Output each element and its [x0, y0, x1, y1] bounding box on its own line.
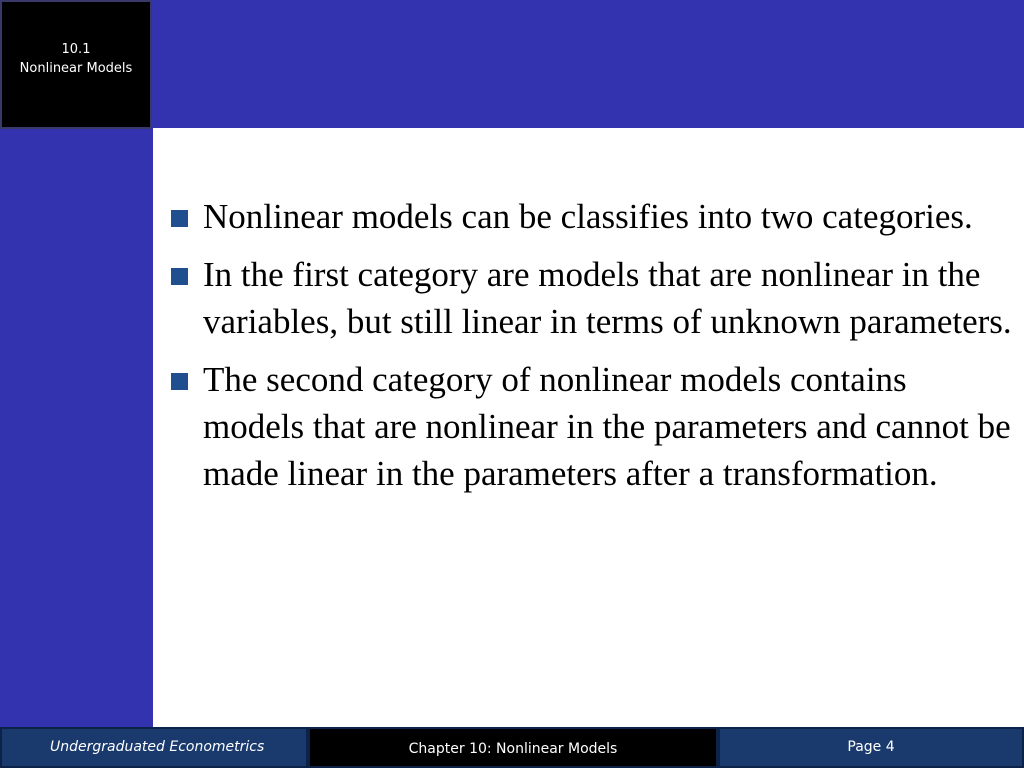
- bullet-item: [168, 356, 1013, 497]
- square-bullet-icon: [171, 268, 188, 285]
- section-title: Nonlinear Models: [19, 61, 133, 76]
- bullet-item: [168, 251, 1013, 345]
- footer-course: Undergraduated Econometrics: [0, 727, 308, 768]
- bullet-text: Nonlinear models can be classifies into two categories.: [203, 197, 973, 236]
- footer-chapter: Chapter 10: Nonlinear Models: [308, 727, 718, 768]
- section-label: [0, 0, 152, 129]
- bullet-text: The second category of nonlinear models contains models that are nonlinear in the parameters and cannot be made linear in the parameters after a transformation.: [203, 360, 1011, 493]
- footer: [0, 727, 1024, 768]
- section-number: 10.1: [61, 42, 91, 57]
- bullet-text: In the first category are models that are nonlinear in the variables, but still linear in terms of unknown parameters.: [203, 255, 1012, 341]
- square-bullet-icon: [171, 210, 188, 227]
- footer-page-number: Page 4: [718, 727, 1024, 768]
- header-band: [0, 0, 1024, 128]
- bullet-list: [168, 193, 1013, 508]
- square-bullet-icon: [171, 373, 188, 390]
- bullet-item: [168, 193, 1013, 240]
